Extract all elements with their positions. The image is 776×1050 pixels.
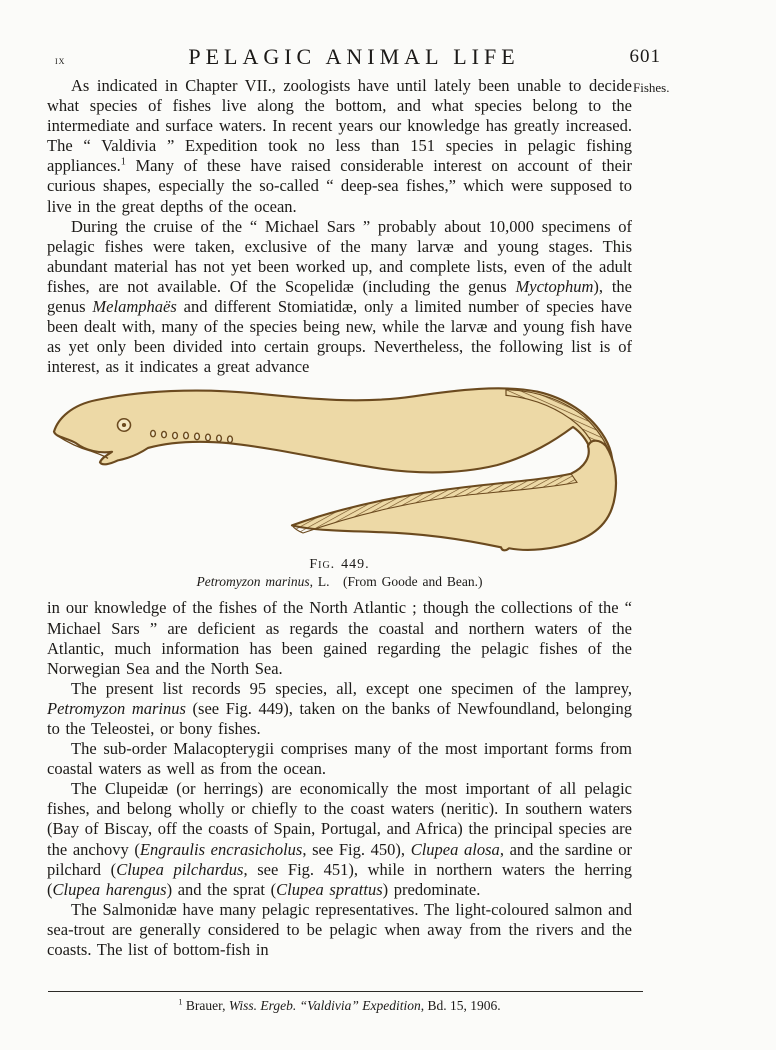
running-title: PELAGIC ANIMAL LIFE (188, 44, 520, 69)
paragraph: During the cruise of the “ Michael Sars ” probably about 10,000 specimens of pelagic fishes were taken, exclusive of the many larvæ and young stages. This abundant material has not yet been worked up, and complete lists, even of the adult fishes, are not available. Of the Scopelidæ (including the genus Myctophum), the genus Melamphaës and different Stomiatidæ, only a limited number of species have been dealt with, many of the species being new, while the larvæ and young fish have as yet only been divided into certain groups. Nevertheless, the following list is of interest, as it indicates a great advance (47, 216, 633, 377)
lamprey-eye-pupil (122, 423, 126, 427)
margin-note: Fishes. (633, 80, 670, 95)
lamprey-body (54, 389, 612, 477)
paragraph: in our knowledge of the fishes of the North Atlantic ; though the collections of the “ Michael Sars ” are deficient as regards the coastal and northern waters of the Atlantic, much information has been gained regarding the pelagic fishes of the Norwegian Sea and the North Sea. (47, 598, 632, 678)
figure-449 (47, 382, 632, 590)
page-header (47, 44, 661, 72)
chapter-signature: ix (55, 53, 66, 67)
paragraph: The present list records 95 species, all, except one specimen of the lamprey, Petromyzon marinus (see Fig. 449), taken on the banks of Newfoundland, belonging to the Teleostei, or bony fishes. (47, 678, 632, 738)
footnote: $^1$ Brauer, Wiss. Ergeb. “Valdivia” Expedition, Bd. 15, 1906. (178, 997, 501, 1013)
text-column (47, 76, 632, 960)
lamprey-illustration (40, 382, 740, 554)
paragraph: The Clupeidæ (or herrings) are economically the most important of all pelagic fishes, and belong wholly or chiefly to the coast waters (neritic). In southern waters (Bay of Biscay, off the coasts of Spain, Portugal, and Africa) the principal species are the anchovy (Engraulis encrasicholus, see Fig. 450), Clupea alosa, and the sardine or pilchard (Clupea pilchardus, see Fig. 451), while in northern waters the herring (Clupea harengus) and the sprat (Clupea sprattus) predominate. (47, 779, 632, 899)
figure-caption: Petromyzon marinus, L. (From Goode and Bean.) (196, 574, 483, 590)
paragraph: As indicated in Chapter VII., zoologists have until lately been unable to decide what species of fishes live along the bottom, and what species belong to the intermediate and surface waters. In recent years our knowledge has greatly increased. The “ Valdivia ” Expedition took no less than 151 species in pelagic fishing appliances.$^1$ Many of these have raised considerable interest on account of their curious shapes, especially the so-called “ deep-sea fishes,” which were supposed to live in the great depths of the ocean. (47, 76, 632, 216)
footnote-rule (48, 991, 643, 992)
page-number: 601 (629, 46, 661, 67)
paragraph: The sub-order Malacopterygii comprises many of the most important forms from coastal waters as well as from the ocean. (47, 739, 632, 779)
paragraph: The Salmonidæ have many pelagic representatives. The light-coloured salmon and sea-trout are generally considered to be pelagic when away from the rivers and the coasts. The list of bottom-fish in (47, 899, 632, 959)
figure-number-caption: Fig. 449. (309, 557, 370, 573)
